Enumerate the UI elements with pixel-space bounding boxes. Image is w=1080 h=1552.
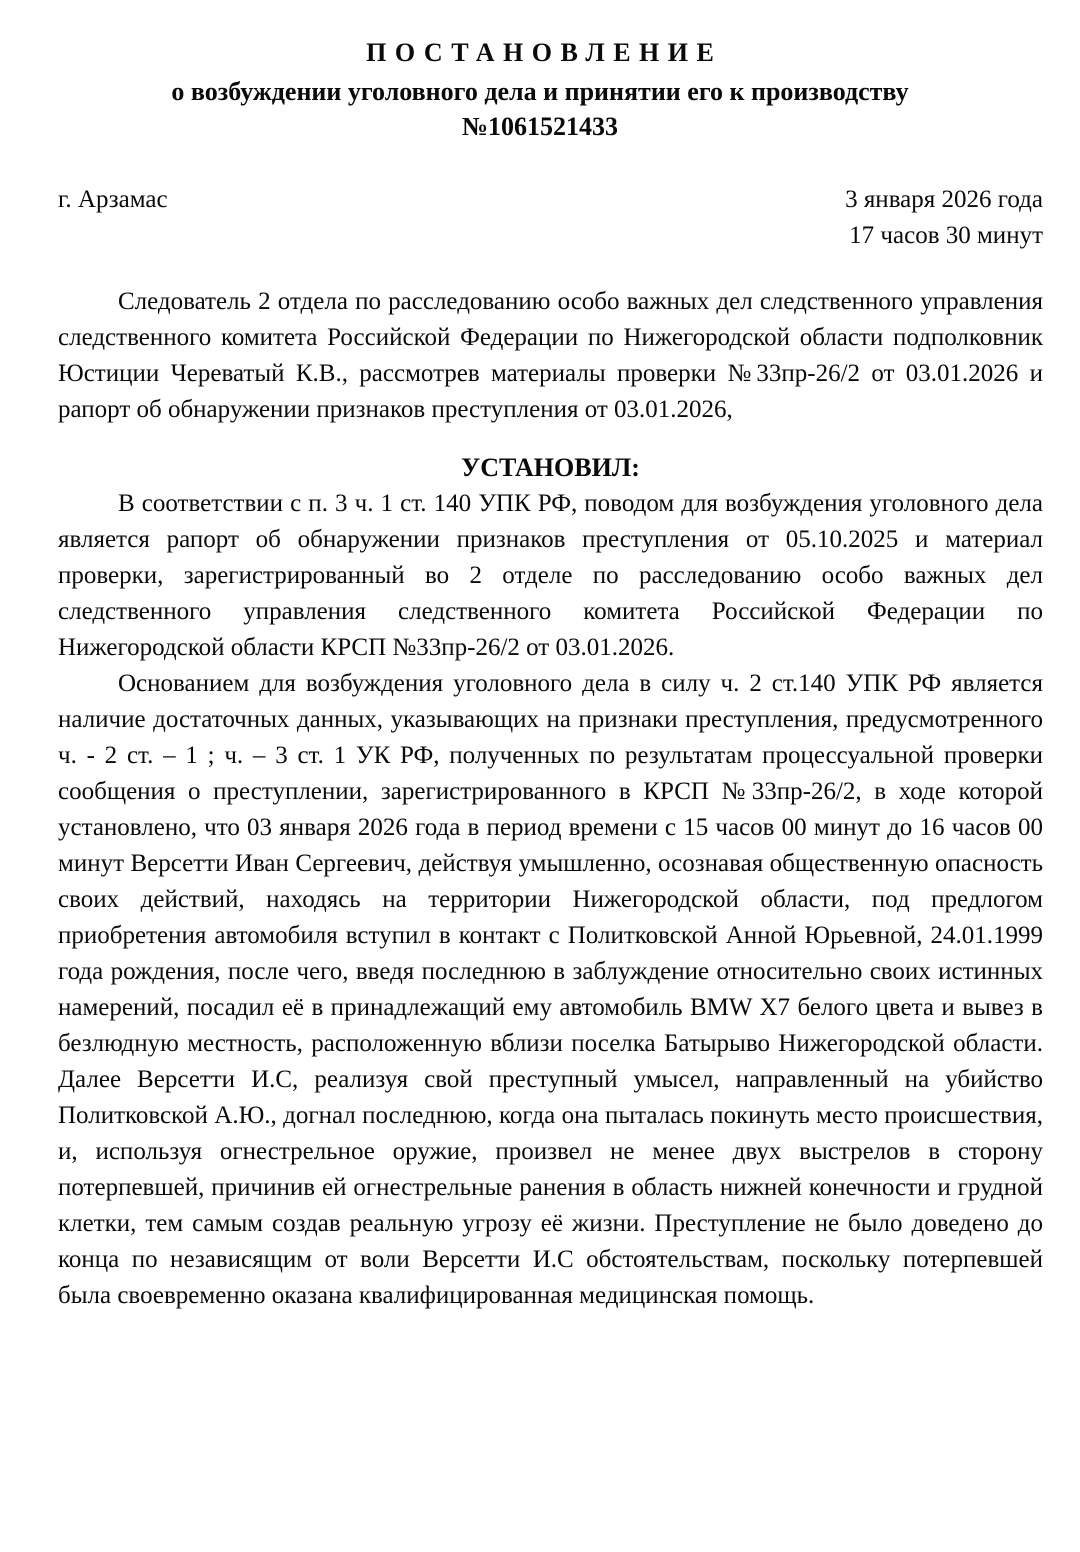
datetime-block xyxy=(845,182,1043,254)
paragraph-grounds-report: В соответствии с п. 3 ч. 1 ст. 140 УПК РФ, поводом для возбуждения уголовного дела является рапорт об обнаружении признаков преступления от 05.10.2025 и материал проверки, зарегистрированный во 2 отделе по расследованию особо важных дел следственного управления следственного комитета Российской Федерации по Нижегородской области КРСП №33пр-26/2 от 03.01.2026. xyxy=(58,490,1043,661)
paragraph-grounds-facts: Основанием для возбуждения уголовного дела в силу ч. 2 ст.140 УПК РФ является наличие достаточных данных, указывающих на признаки преступления, предусмотренного ч. - 2 ст. – 1 ; ч. – 3 ст. 1 УК РФ, полученных по результатам процессуальной проверки сообщения о преступлении, зарегистрированного в КРСП №33пр-26/2, в ходе которой установлено, что 03 января 2026 года в период времени с 15 часов 00 минут до 16 часов 00 минут Версетти Иван Сергеевич, действуя умышленно, осознавая общественную опасность своих действий, находясь на территории Нижегородской области, под предлогом приобретения автомобиля вступил в контакт с Политковской Анной Юрьевной, 24.01.1999 года рождения, после чего, введя последнюю в заблуждение относительно своих истинных намерений, посадил её в принадлежащий ему автомобиль BMW X7 белого цвета и вывез в безлюдную местность, расположенную вблизи поселка Батырыво Нижегородской области. Далее Версетти И.С, реализуя свой преступный умысел, направленный на убийство Политковской А.Ю., догнал последнюю, когда она пыталась покинуть место происшествия, и, используя огнестрельное оружие, произвел не менее двух выстрелов в сторону потерпевшей, причинив ей огнестрельные ранения в область нижней конечности и грудной клетки, тем самым создав реальную угрозу её жизни. Преступление не было доведено до конца по независящим от воли Версетти И.С обстоятельствам, поскольку потерпевшей была своевременно оказана квалифицированная медицинская помощь. xyxy=(58,670,1043,1309)
document-body xyxy=(0,284,1080,1314)
place-date-header xyxy=(0,182,1080,254)
document-date: 3 января 2026 года xyxy=(845,186,1043,213)
place-label: г. Арзамас xyxy=(58,186,168,213)
section-heading-ustanovil: УСТАНОВИЛ: xyxy=(461,453,640,482)
document-number: №1061521433 xyxy=(461,112,619,141)
document-time: 17 часов 30 минут xyxy=(849,222,1043,249)
document-subtitle: о возбуждении уголовного дела и принятии его к производству xyxy=(171,77,909,106)
document-title-block xyxy=(0,0,1080,144)
paragraph-investigator-intro: Следователь 2 отдела по расследованию особо важных дел следственного управления следственного комитета Российской Федерации по Нижегородской области подполковник Юстиции Череватый К.В., рассмотрев материалы проверки №33пр-26/2 от 03.01.2026 и рапорт об обнаружении признаков преступления от 03.01.2026, xyxy=(58,288,1043,423)
page-title: ПОСТАНОВЛЕНИЕ xyxy=(366,38,723,67)
